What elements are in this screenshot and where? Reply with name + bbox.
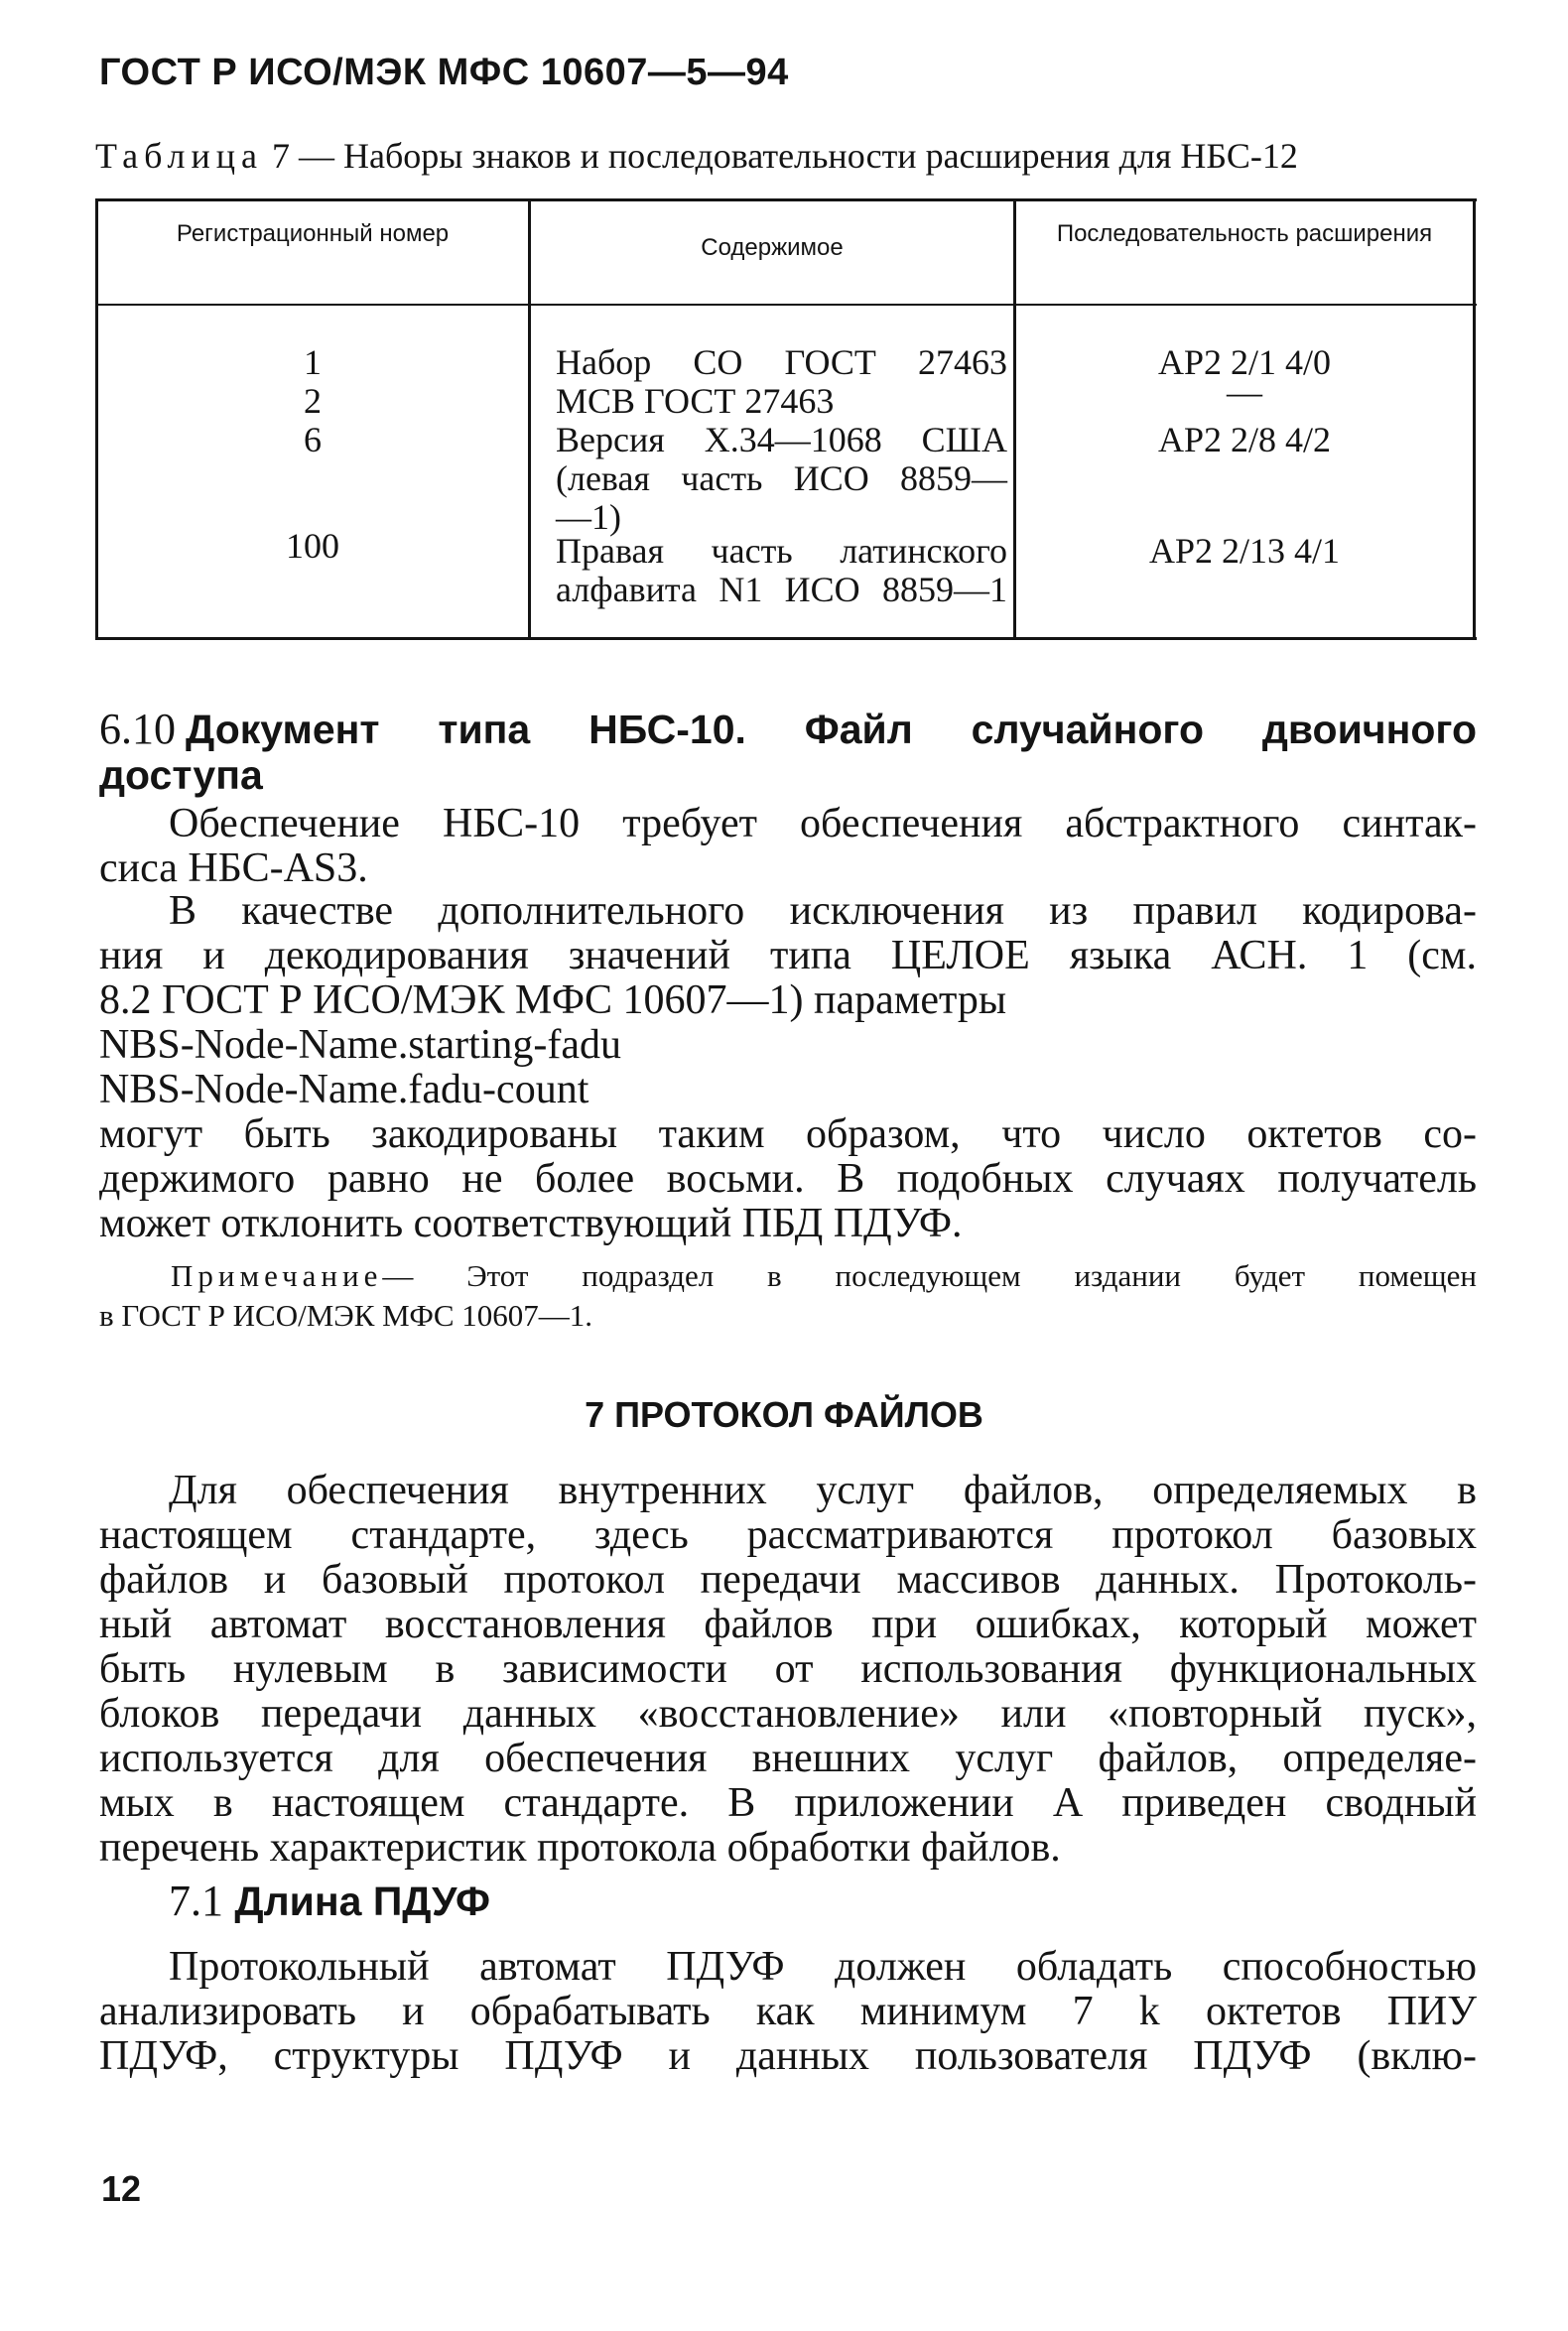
note-text: — Этот подраздел в последующем издании будет помещен [382,1258,1477,1293]
table-column-divider [528,198,531,637]
text-line: 8.2 ГОСТ Р ИСО/МЭК МФС 10607—1) параметры [99,977,1007,1023]
table-cell-number: 1 [304,342,322,382]
table-caption [95,135,1475,177]
note [99,1256,1477,1336]
table-cell-content: —1) [556,497,621,537]
text-line: Протокольный автомат ПДУФ должен обладать способностью [169,1944,1477,1990]
text-line: Для обеспечения внутренних услуг файлов, определяемых в [169,1468,1477,1513]
paragraph [99,1469,1477,1871]
paragraph [99,802,1477,891]
section-title: Длина ПДУФ [234,1878,490,1924]
column-header-number: Регистрационный номер [176,220,450,247]
section-heading-6-10 [99,707,1477,798]
text-line: мых в настоящем стандарте. В приложении А приведен сводный [99,1780,1477,1826]
text-line: используется для обеспечения внешних услуг файлов, определяе- [99,1736,1477,1781]
table-header-rule [97,304,1477,306]
text-line: Обеспечение НБС-10 требует обеспечения абстрактного синтак- [169,801,1477,846]
column-header-sequence: Последовательность расширения [1056,220,1433,247]
table-cell-sequence: АР2 2/8 4/2 [1157,420,1332,459]
table-cell-sequence: — [1227,372,1262,412]
paragraph [99,889,1477,1246]
text-line: блоков передачи данных «восстановление» или «повторный пуск», [99,1691,1477,1737]
text-line: быть нулевым в зависимости от использования функциональных [99,1646,1477,1692]
paragraph [99,1945,1477,2079]
table-cell-content: алфавита N1 ИСО 8859—1 [556,570,1007,609]
text-line: ПДУФ, структуры ПДУФ и данных пользователя ПДУФ (вклю- [99,2033,1477,2079]
parameter-name: NBS-Node-Name.fadu-count [99,1067,589,1112]
section-title-continued: доступа [99,752,263,798]
table-cell-content: Версия X.34—1068 США [556,420,1007,459]
text-line: настоящем стандарте, здесь рассматриваются протокол базовых [99,1512,1477,1558]
text-line: перечень характеристик протокола обработки файлов. [99,1825,1061,1871]
text-line: анализировать и обрабатывать как минимум 7 k октетов ПИУ [99,1989,1477,2034]
text-line: держимого равно не более восьми. В подобных случаях получатель [99,1156,1477,1202]
section-heading-7-1 [99,1878,1546,1924]
section-number: 7.1 [169,1877,223,1925]
text-line: ния и декодирования значений типа ЦЕЛОЕ языка АСН. 1 (см. [99,933,1477,978]
column-header-content: Содержимое [701,234,844,261]
character-set-table [97,198,1477,643]
page-number: 12 [101,2168,142,2209]
table-right-border [1473,198,1476,640]
section-title: Документ типа НБС-10. Файл случайного двоичного [186,707,1477,752]
text-line: сиса НБС-AS3. [99,845,368,891]
table-caption-text: 7 — Наборы знаков и последовательности расширения для НБС-12 [271,136,1298,176]
page-header: ГОСТ Р ИСО/МЭК МФС 10607—5—94 [99,52,789,93]
table-cell-number: 2 [304,381,322,421]
table-cell-number: 6 [304,420,322,459]
table-cell-number: 100 [286,526,339,566]
parameter-name: NBS-Node-Name.starting-fadu [99,1022,622,1068]
table-cell-sequence: АР2 2/1 4/0 [1157,342,1332,382]
table-cell-content: Правая часть латинского [556,531,1007,571]
table-top-rule [97,198,1477,201]
table-column-divider [1013,198,1016,637]
text-line: могут быть закодированы таким образом, что число октетов со- [99,1111,1477,1157]
text-line: В качестве дополнительного исключения из правил кодирова- [169,888,1477,934]
table-cell-content: МСВ ГОСТ 27463 [556,381,835,421]
table-caption-word: Таблица [95,136,263,176]
text-line: файлов и базовый протокол передачи массивов данных. Протоколь- [99,1557,1477,1603]
note-label: Примечание [171,1258,383,1293]
section-number: 6.10 [99,705,176,753]
table-cell-content: Набор СО ГОСТ 27463 [556,342,1007,382]
section-heading-7: 7 ПРОТОКОЛ ФАЙЛОВ [585,1394,983,1435]
table-cell-sequence: АР2 2/13 4/1 [1148,531,1341,571]
text-line: может отклонить соответствующий ПБД ПДУФ. [99,1201,963,1246]
table-bottom-rule [97,637,1477,640]
note-text: в ГОСТ Р ИСО/МЭК МФС 10607—1. [99,1298,592,1333]
table-cell-content: (левая часть ИСО 8859— [556,458,1007,498]
text-line: ный автомат восстановления файлов при ошибках, который может [99,1602,1477,1647]
